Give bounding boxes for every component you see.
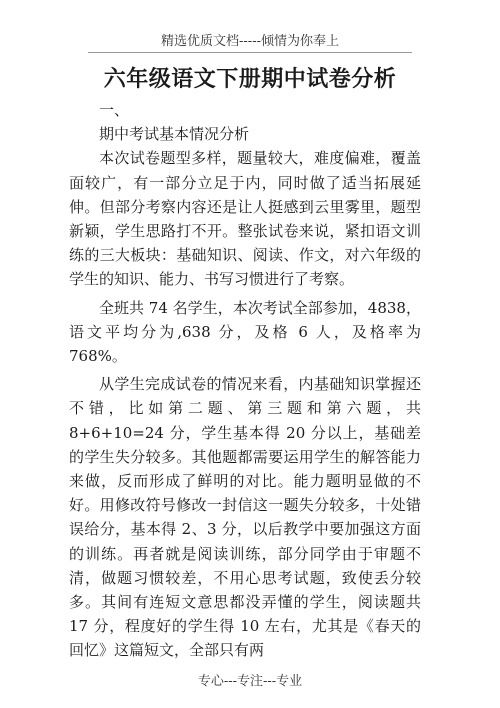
paragraph-statistics: 全班共 74 名学生，本次考试全部参加，4838，语文平均分为,638 分，及格 6 人，及格率为 768%。 <box>69 298 421 366</box>
document-body <box>69 98 421 663</box>
paragraph-overview: 本次试卷题型多样，题量较大，难度偏难，覆盖面较广，有一部分立足于内，同时做了适当拓展延伸。但部分考察内容还是让人挺感到云里雾里，题型新颖，学生思路打不开。整张试卷来说，紧扣语文训练的三大板块：基础知识、阅读、作文，对六年级的学生的知识、能力、书写习惯进行了考察。 <box>69 149 421 289</box>
page-footer: 专心---专注---专业 <box>197 674 303 689</box>
page-header: 精选优质文档-----倾情为你奉上 <box>161 34 339 49</box>
paragraph-analysis: 从学生完成试卷的情况来看，内基础知识掌握还不错，比如第二题、第三题和第六题，共 8+6+10=24 分，学生基本得 20 分以上，基础差的学生失分较多。其他题都需要运用学生的解答能力来做，反而形成了鲜明的对比。能力题明显做的不好。用修改符号修改一封信这一题失分较多，十处错误给分，基本得 2、3 分，以后教学中要加强这方面的训练。再者就是阅读训练，部分同学由于审题不清，做题习惯较差，不用心思考试题，致使丢分较多。其间有连短文意思都没弄懂的学生，阅读题共 17 分，程度好的学生得 10 左右，尤其是《春天的回忆》这篇短文，全部只有两 <box>69 375 421 660</box>
document-title: 六年级语文下册期中试卷分析 <box>103 66 397 92</box>
section-number: 一、 <box>99 101 130 119</box>
header-divider <box>88 52 412 53</box>
section-heading: 期中考试基本情况分析 <box>99 125 250 144</box>
